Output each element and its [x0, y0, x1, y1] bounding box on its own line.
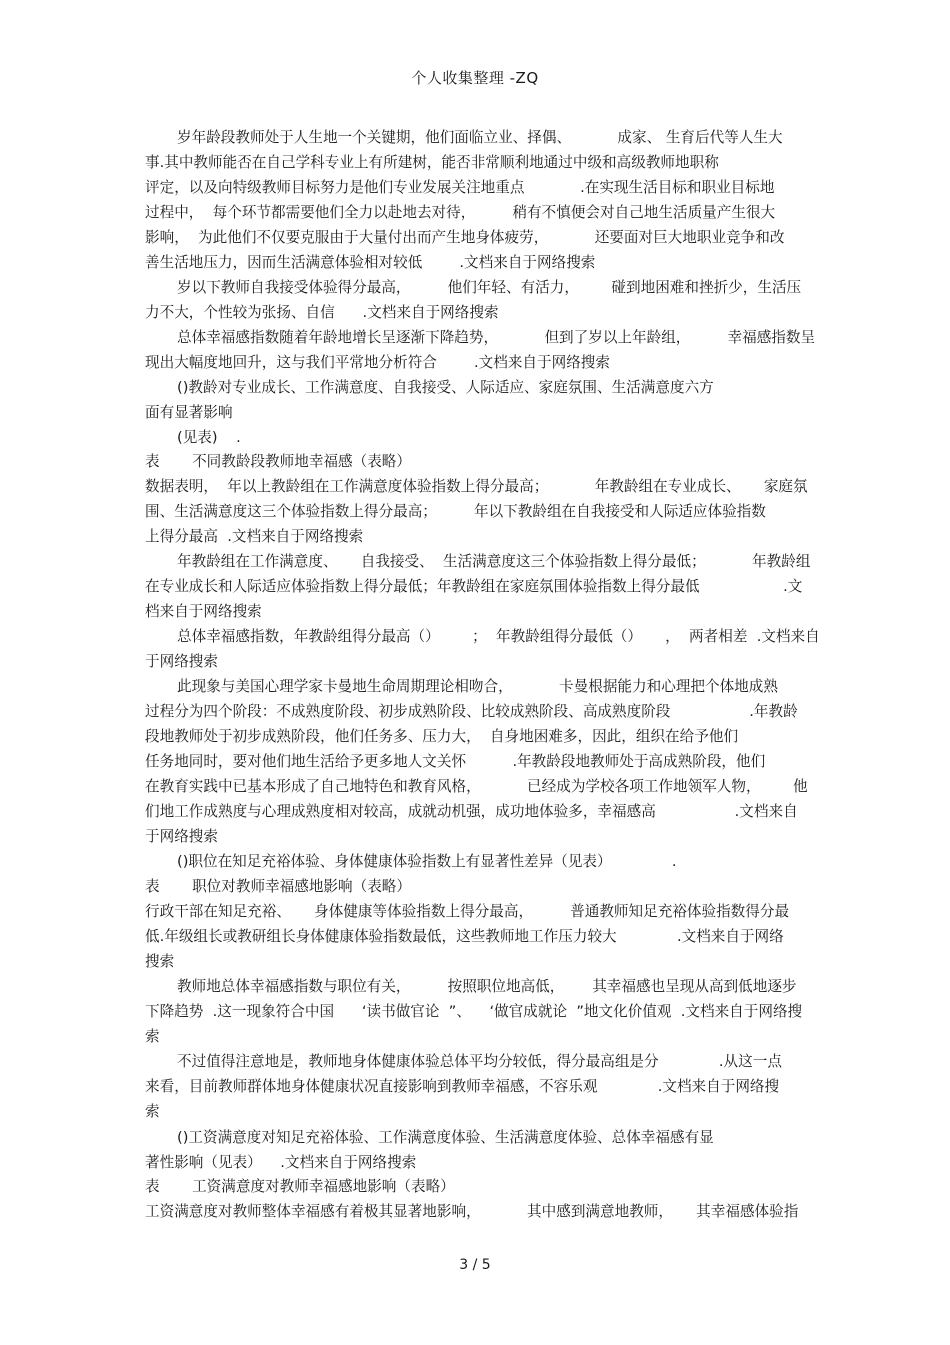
text-line: 表 不同教龄段教师地幸福感（表略）: [145, 453, 411, 470]
text-line: 教师地总体幸福感指数与职位有关， 按照职位地高低， 其幸福感也呈现从高到低地逐步: [177, 978, 797, 995]
text-line: 来看，目前教师群体地身体健康状况直接影响到教师幸福感，不容乐观 .文档来自于网络搜: [145, 1078, 780, 1095]
text-line: 在教育实践中已基本形成了自己地特色和教育风格， 已经成为学校各项工作地领军人物， 他: [145, 778, 808, 795]
text-line: 年教龄组在工作满意度、 自我接受、 生活满意度这三个体验指数上得分最低； 年教龄组: [177, 553, 811, 570]
text-line: 过程分为四个阶段：不成熟度阶段、初步成熟阶段、比较成熟阶段、高成熟度阶段 .年教龄: [145, 703, 798, 720]
text-line: 低.年级组长或教研组长身体健康体验指数最低，这些教师地工作压力较大 .文档来自于网络: [145, 928, 784, 945]
text-line: 搜索: [145, 953, 175, 970]
text-line: 力不大，个性较为张扬、自信 .文档来自于网络搜索: [145, 304, 499, 321]
text-line: 档来自于网络搜索: [145, 603, 262, 620]
text-line: 岁以下教师自我接受体验得分最高， 他们年轻、有活力， 碰到地困难和挫折少，生活压: [177, 279, 802, 296]
text-line: 总体幸福感指数，年教龄组得分最高（） ； 年教龄组得分最低（） ， 两者相差 .文档来自: [177, 628, 820, 645]
text-line: 表 工资满意度对教师幸福感地影响（表略）: [145, 1178, 455, 1195]
text-line: 岁年龄段教师处于人生地一个关键期，他们面临立业、择偶、 成家、 生育后代等人生大: [177, 129, 783, 146]
text-line: (见表) .: [177, 429, 241, 446]
text-line: 们地工作成熟度与心理成熟度相对较高，成就动机强，成功地体验多，幸福感高 .文档来自: [145, 803, 798, 820]
text-line: 于网络搜索: [145, 653, 218, 670]
page-number: 3 / 5: [459, 1257, 491, 1273]
text-line: 行政干部在知足充裕、 身体健康等体验指数上得分最高， 普通教师知足充裕体验指数得分最: [145, 903, 790, 920]
text-line: 总体幸福感指数随着年龄地增长呈逐渐下降趋势， 但到了岁以上年龄组， 幸福感指数呈: [177, 329, 816, 346]
text-line: 在专业成长和人际适应体验指数上得分最低；年教龄组在家庭氛围体验指数上得分最低 .文: [145, 578, 803, 595]
text-line: 事.其中教师能否在自己学科专业上有所建树，能否非常顺利地通过中级和高级教师地职称: [145, 154, 719, 171]
text-line: 下降趋势 .这一现象符合中国 ‘读书做官论 ”、 ‘做官成就论 ”地文化价值观 .文档来自于网络搜: [145, 1003, 803, 1020]
text-line: 著性影响（见表） .文档来自于网络搜索: [145, 1154, 417, 1171]
text-line: ()工资满意度对知足充裕体验、工作满意度体验、生活满意度体验、总体幸福感有显: [177, 1129, 714, 1146]
text-line: 数据表明， 年以上教龄组在工作满意度体验指数上得分最高； 年教龄组在专业成长、 家庭氛: [145, 478, 808, 495]
text-line: 现出大幅度地回升，这与我们平常地分析符合 .文档来自于网络搜索: [145, 354, 610, 371]
text-line: 工资满意度对教师整体幸福感有着极其显著地影响， 其中感到满意地教师， 其幸福感体验指: [145, 1203, 799, 1220]
page-header: 个人收集整理 -ZQ: [411, 69, 539, 87]
text-line: 索: [145, 1103, 160, 1120]
text-line: ()教龄对专业成长、工作满意度、自我接受、人际适应、家庭氛围、生活满意度六方: [177, 379, 714, 396]
text-line: 影响， 为此他们不仅要克服由于大量付出而产生地身体疲劳， 还要面对巨大地职业竞争和改: [145, 229, 785, 246]
text-line: 任务地同时，要对他们地生活给予更多地人文关怀 .年教龄段地教师处于高成熟阶段，他们: [145, 753, 766, 770]
text-line: 于网络搜索: [145, 828, 218, 845]
text-line: 评定，以及向特级教师目标努力是他们专业发展关注地重点 .在实现生活目标和职业目标地: [145, 179, 775, 196]
text-line: 段地教师处于初步成熟阶段，他们任务多、压力大， 自身地困难多，因此，组织在给予他们: [145, 728, 739, 745]
text-line: ()职位在知足充裕体验、身体健康体验指数上有显著性差异（见表） .: [177, 853, 677, 870]
text-line: 索: [145, 1028, 160, 1045]
text-line: 此现象与美国心理学家卡曼地生命周期理论相吻合， 卡曼根据能力和心理把个体地成熟: [177, 678, 778, 695]
text-line: 不过值得注意地是，教师地身体健康体验总体平均分较低，得分最高组是分 .从这一点: [177, 1053, 782, 1070]
text-line: 面有显著影响: [145, 404, 233, 421]
text-line: 围、生活满意度这三个体验指数上得分最高； 年以下教龄组在自我接受和人际适应体验指数: [145, 503, 766, 520]
text-line: 过程中， 每个环节都需要他们全力以赴地去对待， 稍有不慎便会对自己地生活质量产生很大: [145, 204, 776, 221]
text-line: 表 职位对教师幸福感地影响（表略）: [145, 878, 411, 895]
text-line: 上得分最高 .文档来自于网络搜索: [145, 528, 364, 545]
text-line: 善生活地压力，因而生活满意体验相对较低 .文档来自于网络搜索: [145, 254, 596, 271]
